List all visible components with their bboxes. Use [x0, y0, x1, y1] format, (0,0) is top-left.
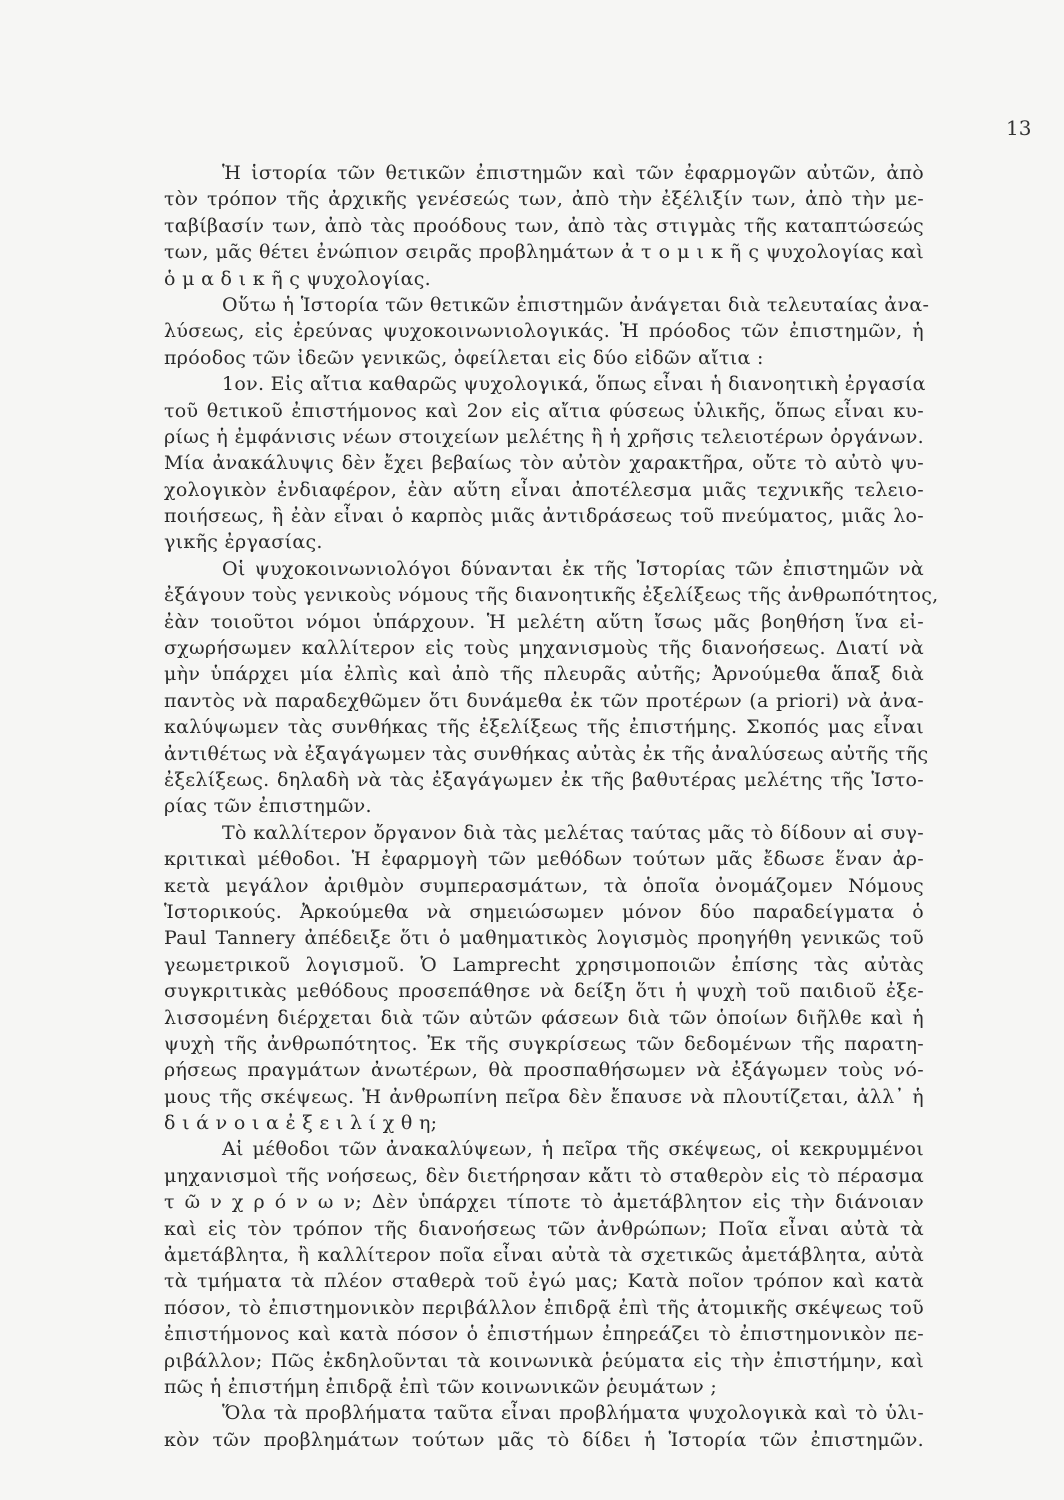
text-line: ταβίβασίν των, ἀπὸ τὰς προόδους των, ἀπὸ τὰς στιγμὰς τῆς καταπτώσεώς [164, 214, 924, 237]
text-line: Paul Tannery ἀπέδειξε ὅτι ὁ μαθηματικὸς λογισμὸς προηγήθη γενικῶς τοῦ [164, 927, 924, 950]
text-line: παντὸς νὰ παραδεχθῶμεν ὅτι δυνάμεθα ἐκ τῶν προτέρων (a priori) νὰ ἀνα- [164, 689, 924, 712]
text-line: τοῦ θετικοῦ ἐπιστήμονος καὶ 2ον εἰς αἴτια φύσεως ὑλικῆς, ὅπως εἶναι κυ- [164, 399, 924, 422]
paragraph [164, 371, 924, 556]
text-line: δ ι ά ν ο ι α ἐ ξ ε ι λ ί χ θ η; [164, 1112, 438, 1135]
text-line: Μία ἀνακάλυψις δὲν ἔχει βεβαίως τὸν αὐτὸν χαρακτῆρα, οὔτε τὸ αὐτὸ ψυ- [164, 452, 924, 475]
text-line: ἐξελίξεως. δηλαδὴ νὰ τὰς ἐξαγάγωμεν ἐκ τῆς βαθυτέρας μελέτης τῆς Ἱστο- [164, 768, 924, 791]
text-line: σχωρήσωμεν καλλίτερον εἰς τοὺς μηχανισμοὺς τῆς διανοήσεως. Διατί νὰ [164, 637, 924, 660]
paragraph [164, 160, 924, 292]
paragraph [164, 556, 939, 820]
text-line: κριτικαὶ μέθοδοι. Ἡ ἐφαρμογὴ τῶν μεθόδων τούτων μᾶς ἔδωσε ἕναν ἀρ- [164, 848, 924, 871]
paragraph [164, 292, 930, 371]
text-line: κετὰ μεγάλον ἀριθμὸν συμπερασμάτων, τὰ ὁποῖα ὀνομάζομεν Νόμους [164, 874, 924, 897]
text-line: λύσεως, εἰς ἐρεύνας ψυχοκοινωνιολογικάς. Ἡ πρόοδος τῶν ἐπιστημῶν, ἡ [164, 320, 924, 343]
text-line: μους τῆς σκέψεως. Ἡ ἀνθρωπίνη πεῖρα δὲν ἔπαυσε νὰ πλουτίζεται, ἀλλ᾿ ἡ [164, 1085, 924, 1108]
text-line: ποιήσεως, ἢ ἐὰν εἶναι ὁ καρπὸς μιᾶς ἀντιδράσεως τοῦ πνεύματος, μιᾶς λο- [164, 505, 924, 528]
text-line: ρήσεως πραγμάτων ἀνωτέρων, θὰ προσπαθήσωμεν νὰ ἐξάγωμεν τοὺς νό- [164, 1059, 924, 1082]
text-line: ὁ μ α δ ι κ ῆ ς ψυχολογίας. [164, 267, 432, 290]
text-line: πρόοδος τῶν ἰδεῶν γενικῶς, ὀφείλεται εἰς δύο εἰδῶν αἴτια : [164, 346, 764, 369]
text-line: ρίως ἡ ἐμφάνισις νέων στοιχείων μελέτης ἢ ἡ χρῆσις τελειοτέρων ὀργάνων. [164, 425, 924, 448]
text-line: συγκριτικὰς μεθόδους προσεπάθησε νὰ δείξη ὅτι ἡ ψυχὴ τοῦ παιδιοῦ ἐξε- [164, 980, 924, 1003]
text-line: γικῆς ἐργασίας. [164, 531, 323, 554]
text-line: ἐπιστήμονος καὶ κατὰ πόσον ὁ ἐπιστήμων ἐπηρεάζει τὸ ἐπιστημονικὸν πε- [164, 1323, 924, 1346]
paragraph [164, 1400, 924, 1453]
text-line: ἐὰν τοιοῦτοι νόμοι ὑπάρχουν. Ἡ μελέτη αὕτη ἴσως μᾶς βοηθήση ἵνα εἰ- [164, 610, 924, 633]
text-line: πόσον, τὸ ἐπιστημονικὸν περιβάλλον ἐπιδρᾷ ἐπὶ τῆς ἀτομικῆς σκέψεως τοῦ [164, 1296, 924, 1319]
text-line: 1ον. Εἰς αἴτια καθαρῶς ψυχολογικά, ὅπως εἶναι ἡ διανοητικὴ ἐργασία [222, 373, 926, 396]
text-line: καλύψωμεν τὰς συνθήκας τῆς ἐξελίξεως τῆς ἐπιστήμης. Σκοπός μας εἶναι [164, 716, 924, 739]
page-number: 13 [1006, 116, 1032, 140]
text-line: Ἱστορικούς. Ἀρκούμεθα νὰ σημειώσωμεν μόνον δύο παραδείγματα ὁ [164, 900, 924, 923]
text-line: γεωμετρικοῦ λογισμοῦ. Ὁ Lamprecht χρησιμοποιῶν ἐπίσης τὰς αὐτὰς [164, 953, 924, 976]
body-text [164, 160, 939, 1453]
text-line: Αἱ μέθοδοι τῶν ἀνακαλύψεων, ἡ πεῖρα τῆς σκέψεως, οἱ κεκρυμμένοι [222, 1138, 924, 1161]
text-line: ἀμετάβλητα, ἢ καλλίτερον ποῖα εἶναι αὐτὰ τὰ σχετικῶς ἀμετάβλητα, αὐτὰ [164, 1244, 924, 1267]
paragraph [164, 820, 924, 1137]
text-line: μὴν ὑπάρχει μία ἐλπὶς καὶ ἀπὸ τῆς πλευρᾶς αὐτῆς; Ἀρνούμεθα ἅπαξ διὰ [164, 663, 924, 686]
text-line: ρίας τῶν ἐπιστημῶν. [164, 795, 372, 818]
text-line: Οὕτω ἡ Ἱστορία τῶν θετικῶν ἐπιστημῶν ἀνάγεται διὰ τελευταίας ἀνα- [222, 293, 930, 316]
text-line: Τὸ καλλίτερον ὄργανον διὰ τὰς μελέτας ταύτας μᾶς τὸ δίδουν αἱ συγ- [222, 821, 924, 844]
text-line: των, μᾶς θέτει ἐνώπιον σειρᾶς προβλημάτων ἀ τ ο μ ι κ ῆ ς ψυχολογίας καὶ [164, 241, 924, 264]
text-line: κὸν τῶν προβλημάτων τούτων μᾶς τὸ δίδει ἡ Ἱστορία τῶν ἐπιστημῶν. [164, 1428, 924, 1451]
text-line: μηχανισμοὶ τῆς νοήσεως, δὲν διετήρησαν κἄτι τὸ σταθερὸν εἰς τὸ πέρασμα [164, 1164, 924, 1187]
text-line: Οἱ ψυχοκοινωνιολόγοι δύνανται ἐκ τῆς Ἱστορίας τῶν ἐπιστημῶν νὰ [222, 557, 924, 580]
text-line: ριβάλλον; Πῶς ἐκδηλοῦνται τὰ κοινωνικὰ ῥεύματα εἰς τὴν ἐπιστήμην, καὶ [164, 1349, 924, 1372]
text-line: ἐξάγουν τοὺς γενικοὺς νόμους τῆς διανοητικῆς ἐξελίξεως τῆς ἀνθρωπότητος, [164, 584, 939, 607]
text-line: ψυχὴ τῆς ἀνθρωπότητος. Ἐκ τῆς συγκρίσεως τῶν δεδομένων τῆς παρατη- [164, 1032, 924, 1055]
text-line: Ὅλα τὰ προβλήματα ταῦτα εἶναι προβλήματα ψυχολογικὰ καὶ τὸ ὑλι- [222, 1402, 924, 1425]
text-line: πῶς ἡ ἐπιστήμη ἐπιδρᾷ ἐπὶ τῶν κοινωνικῶν ῥευμάτων ; [164, 1375, 718, 1398]
text-line: ἀντιθέτως νὰ ἐξαγάγωμεν τὰς συνθήκας αὐτὰς ἐκ τῆς ἀναλύσεως αὐτῆς τῆς [164, 742, 929, 765]
text-line: λισσομένη διέρχεται διὰ τῶν αὐτῶν φάσεων διὰ τῶν ὁποίων διῆλθε καὶ ἡ [164, 1006, 924, 1029]
text-line: τ ῶ ν χ ρ ό ν ω ν; Δὲν ὑπάρχει τίποτε τὸ ἀμετάβλητον εἰς τὴν διάνοιαν [164, 1191, 924, 1214]
text-line: καὶ εἰς τὸν τρόπον τῆς διανοήσεως τῶν ἀνθρώπων; Ποῖα εἶναι αὐτὰ τὰ [164, 1217, 924, 1240]
paragraph [164, 1136, 924, 1400]
text-line: Ἡ ἱστορία τῶν θετικῶν ἐπιστημῶν καὶ τῶν ἐφαρμογῶν αὐτῶν, ἀπὸ [222, 162, 924, 184]
text-line: τὰ τμήματα τὰ πλέον σταθερὰ τοῦ ἐγώ μας; Κατὰ ποῖον τρόπον καὶ κατὰ [164, 1270, 924, 1293]
text-line: τὸν τρόπον τῆς ἀρχικῆς γενέσεώς των, ἀπὸ τὴν ἐξέλιξίν των, ἀπὸ τὴν με- [164, 188, 924, 211]
text-line: χολογικὸν ἐνδιαφέρον, ἐὰν αὕτη εἶναι ἀποτέλεσμα μιᾶς τεχνικῆς τελειο- [164, 478, 924, 501]
